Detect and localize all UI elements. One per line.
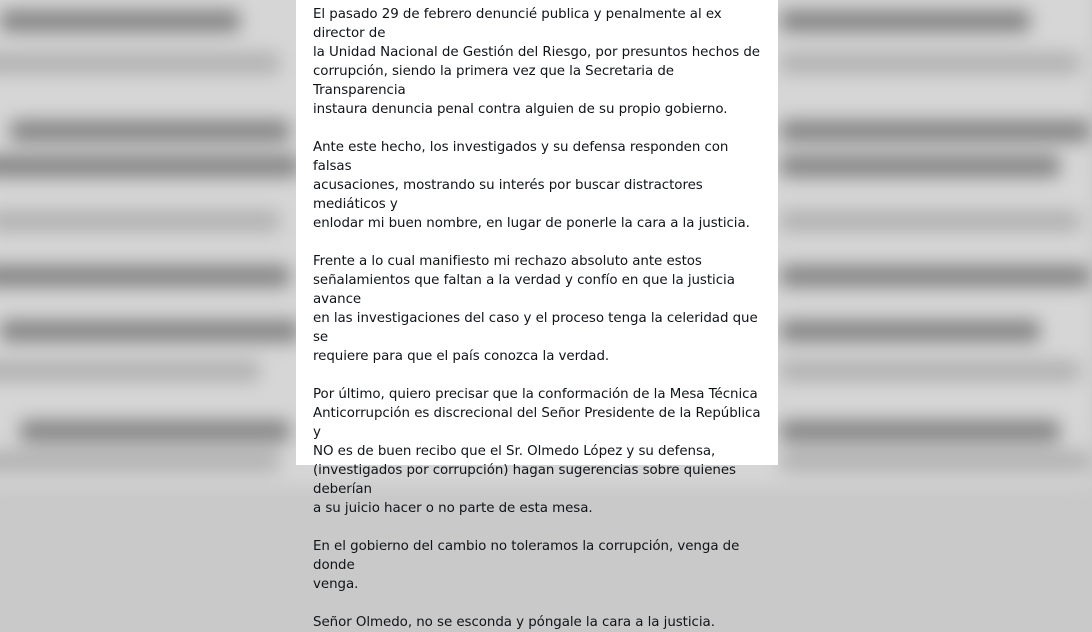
- blur-line: [0, 360, 260, 382]
- post-paragraph: El pasado 29 de febrero denuncié publica y penalmente al ex director de la Unidad Nacional de Gestión del Riesgo, por presuntos hechos de corrupción, siendo la primera vez que la Secretaria de Transparencia instaura denuncia penal contra alguien de su propio gobierno.: [313, 7, 760, 117]
- post-text-card: [296, 0, 778, 630]
- blur-line: [780, 450, 1090, 472]
- post-paragraph: En el gobierno del cambio no toleramos la corrupción, venga de donde venga.: [313, 539, 740, 592]
- blur-line: [780, 320, 1040, 342]
- blur-line: [10, 120, 290, 142]
- blur-line: [780, 420, 1060, 442]
- blur-line: [0, 450, 280, 472]
- blur-line: [0, 155, 300, 177]
- blur-line: [780, 120, 1090, 142]
- blur-line: [780, 52, 1080, 74]
- blur-line: [780, 155, 1060, 177]
- post-paragraph: Señor Olmedo, no se esconda y póngale la cara a la justicia.: [313, 615, 715, 630]
- blur-line: [0, 265, 290, 287]
- blur-line: [0, 10, 240, 32]
- post-paragraph: Ante este hecho, los investigados y su defensa responden con falsas acusaciones, mostrando su interés por buscar distractores mediáticos y enlodar mi buen nombre, en lugar de ponerle la cara a la justicia.: [313, 140, 750, 231]
- blur-line: [0, 52, 280, 74]
- blur-line: [0, 210, 280, 232]
- blur-line: [780, 210, 1080, 232]
- blur-line: [780, 265, 1090, 287]
- post-paragraph: Frente a lo cual manifiesto mi rechazo absoluto ante estos señalamientos que faltan a la verdad y confío en que la justicia avance en las investigaciones del caso y el proceso tenga la celeridad que se requiere para que el país conozca la verdad.: [313, 254, 758, 364]
- post-paragraph: Por último, quiero precisar que la conformación de la Mesa Técnica Anticorrupción es discrecional del Señor Presidente de la República y NO es de buen recibo que el Sr. Olmedo López y su defensa, (investigados por corrupción) hagan sugerencias sobre quienes deberían a su juicio hacer o no parte de esta mesa.: [313, 387, 761, 516]
- blur-line: [780, 360, 1080, 382]
- blur-line: [780, 10, 1030, 32]
- blur-line: [0, 320, 300, 342]
- blur-line: [20, 420, 290, 442]
